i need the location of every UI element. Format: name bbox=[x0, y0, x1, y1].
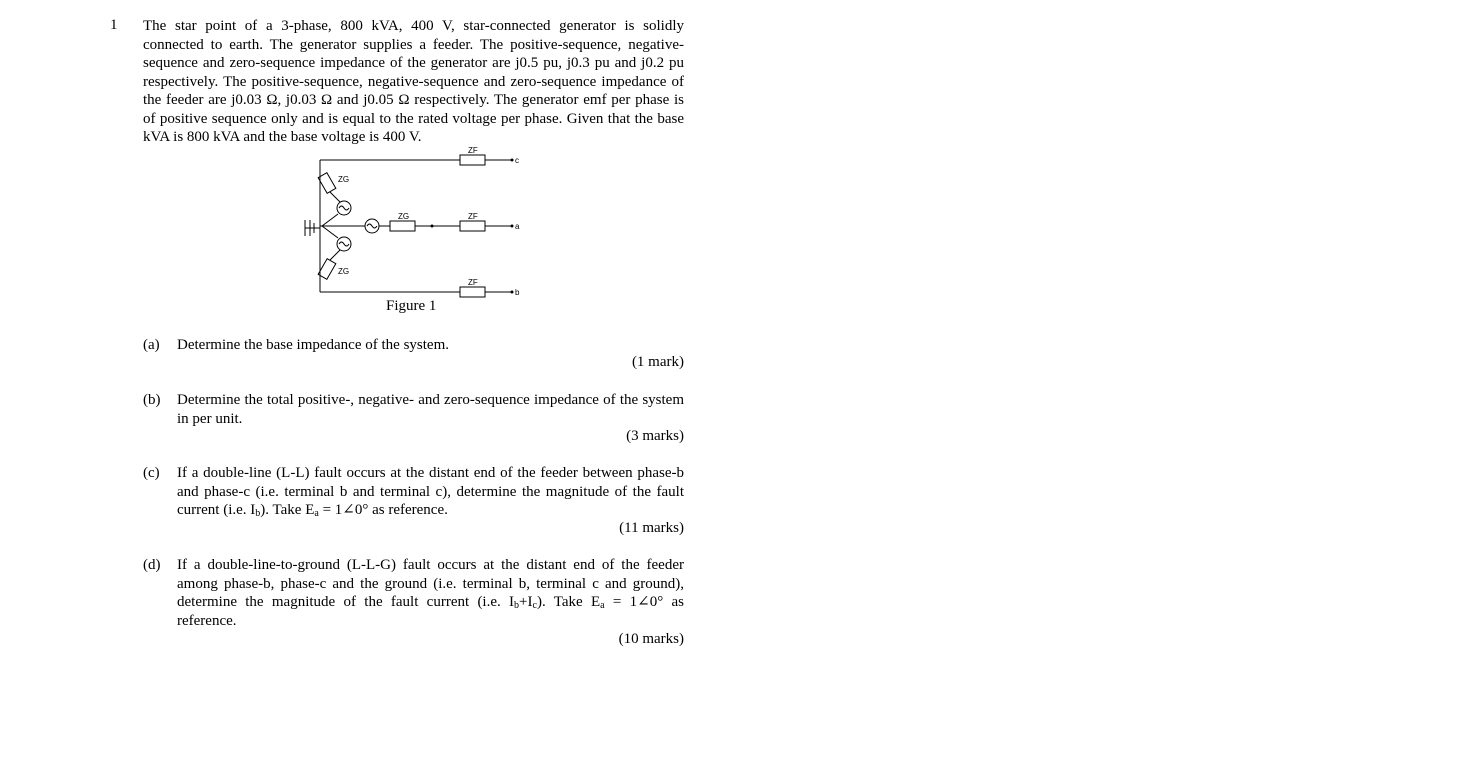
terminal-b-label: b bbox=[515, 288, 520, 297]
circuit-diagram bbox=[300, 140, 540, 300]
part-a-label: (a) bbox=[143, 337, 160, 353]
terminal-a-label: a bbox=[515, 222, 520, 231]
part-b-text: Determine the total positive-, negative- and zero-sequence impedance of the system in per unit. bbox=[177, 392, 684, 427]
figure-caption: Figure 1 bbox=[386, 298, 437, 314]
part-b bbox=[143, 391, 684, 428]
label-zf-a: ZF bbox=[468, 212, 478, 221]
part-c-marks: (11 marks) bbox=[619, 520, 684, 536]
label-zf-c: ZF bbox=[468, 146, 478, 155]
part-b-marks: (3 marks) bbox=[626, 428, 684, 444]
label-zg-mid: ZG bbox=[398, 212, 410, 221]
question-intro: The star point of a 3-phase, 800 kVA, 400 V, star-connected generator is solidly connected to earth. The generator supplies a feeder. The positive-sequence, negative-sequence and zero-sequence impedance of the generator are j0.5 pu, j0.3 pu and j0.2 pu respectively. The positive-sequence, negative-sequence and zero-sequence impedance of the feeder are j0.03 Ω, j0.03 Ω and j0.05 Ω respectively. The generator emf per phase is of positive sequence only and is equal to the rated voltage per phase. Given that the base kVA is 800 kVA and the base voltage is 400 V. bbox=[143, 18, 684, 145]
part-a-marks: (1 mark) bbox=[631, 354, 684, 370]
part-a bbox=[143, 336, 684, 355]
part-c-label: (c) bbox=[143, 465, 160, 481]
part-d-text: If a double-line-to-ground (L-L-G) fault occurs at the distant end of the feeder among phase-b, phase-c and the ground (i.e. terminal b, terminal c and ground), determine the magnitude of the fault current (i.e. $I_b+I_c$). Take $E_a$ = 1∠0° as reference. bbox=[177, 557, 684, 629]
label-zg-bot: ZG bbox=[338, 267, 350, 276]
question-number: 1 bbox=[110, 17, 118, 33]
part-d-label: (d) bbox=[143, 557, 161, 573]
label-zf-b: ZF bbox=[468, 278, 478, 287]
part-c-text: If a double-line (L-L) fault occurs at the distant end of the feeder between phase-b and phase-c (i.e. terminal b and terminal c), determine the magnitude of the fault current (i.e. $I_b$). Take $E_a$ = 1∠0° as reference. bbox=[177, 465, 684, 519]
part-b-label: (b) bbox=[143, 392, 161, 408]
part-d bbox=[143, 556, 684, 630]
terminal-c-label: c bbox=[515, 156, 519, 165]
part-c bbox=[143, 464, 684, 520]
part-d-marks: (10 marks) bbox=[618, 631, 684, 647]
part-a-text: Determine the base impedance of the system. bbox=[177, 337, 449, 353]
label-zg-top: ZG bbox=[338, 175, 350, 184]
